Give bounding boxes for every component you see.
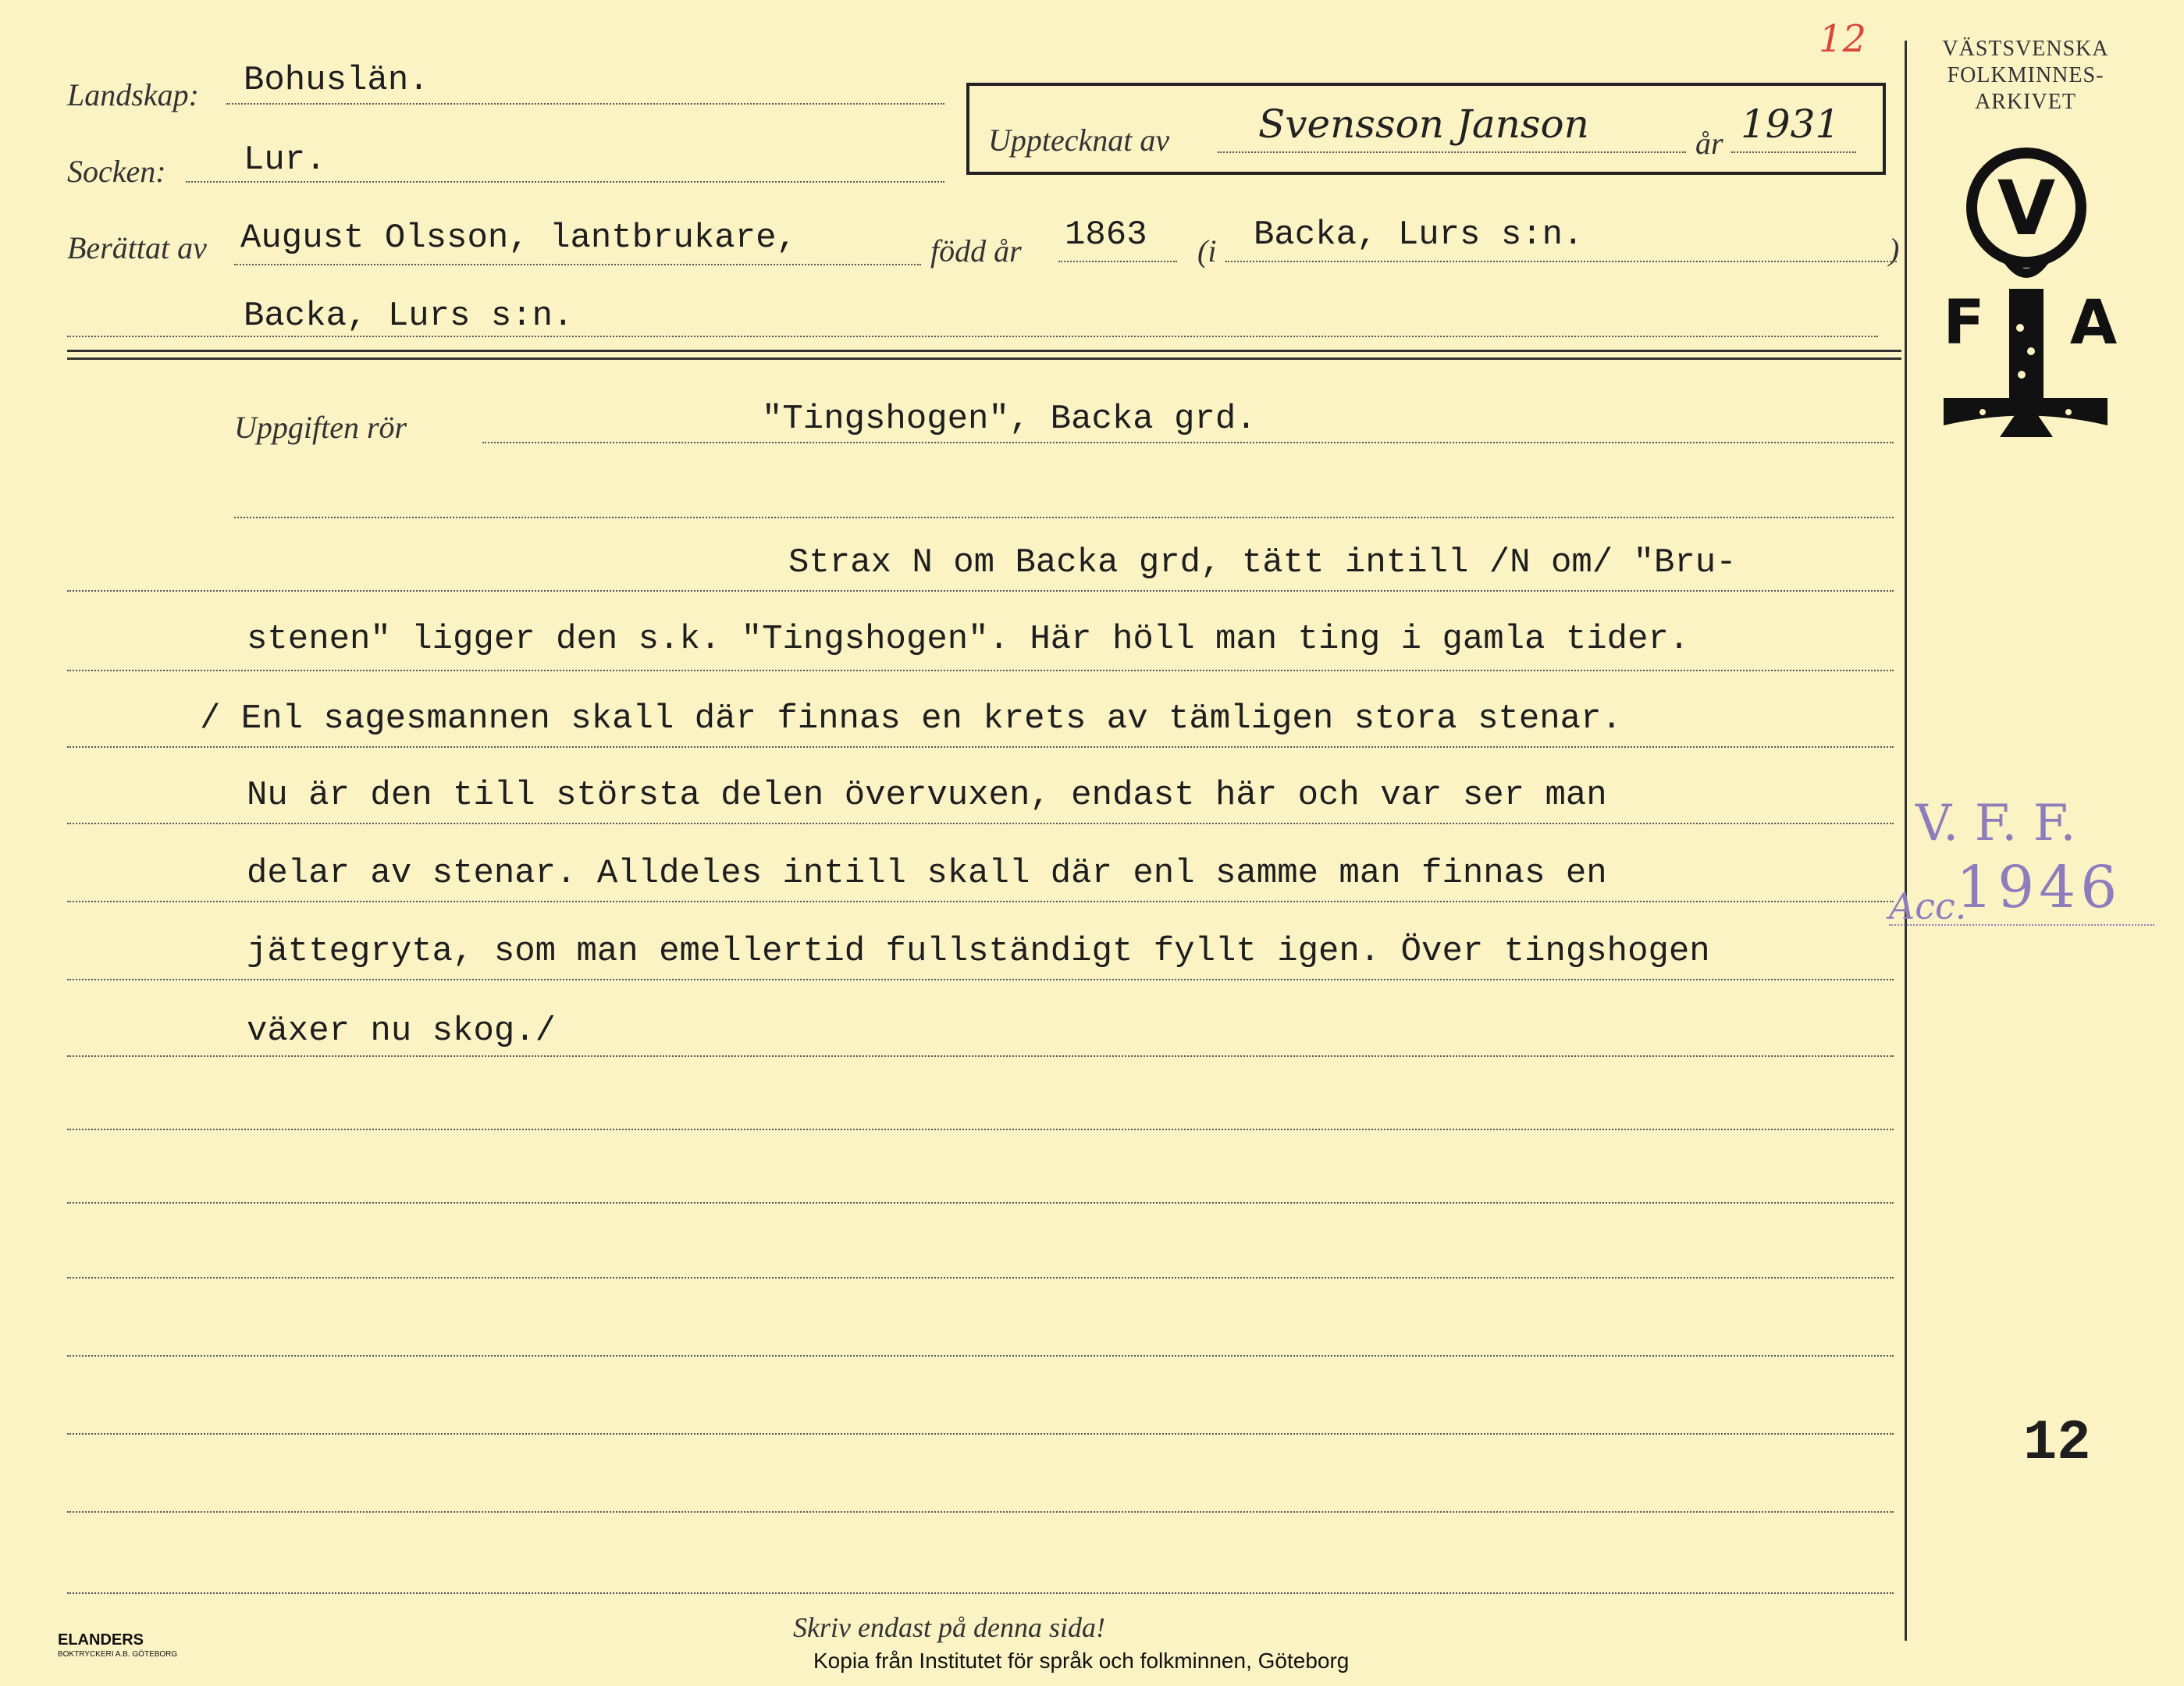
body-rule-1	[67, 590, 1894, 592]
body-line-3: / Enl sagesmannen skall där finnas en krets av tämligen stora stenar.	[200, 699, 1622, 738]
body-line-4: Nu är den till största delen övervuxen, endast här och var ser man	[247, 776, 1607, 815]
logo-letter-v: V	[1997, 165, 2056, 252]
archive-name-line-1: VÄSTSVENSKA	[1942, 37, 2109, 61]
i-value: Backa, Lurs s:n.	[1254, 215, 1584, 254]
body-rule-6	[67, 979, 1894, 980]
close-paren: )	[1889, 232, 1900, 267]
socken-value: Lur.	[244, 140, 326, 180]
footer-note: Skriv endast på denna sida!	[793, 1612, 1105, 1643]
archive-name-line-2: FOLKMINNES-	[1947, 63, 2104, 87]
socken-line	[186, 181, 944, 183]
printer-name: ELANDERS	[58, 1631, 144, 1649]
logo-letter-a: A	[2069, 288, 2118, 358]
body-rule-5	[67, 901, 1894, 902]
empty-rule-7	[67, 1592, 1894, 1594]
vfa-logo	[1928, 140, 2131, 461]
body-rule-4	[67, 823, 1894, 824]
empty-rule-3	[67, 1277, 1894, 1279]
landskap-value: Bohuslän.	[244, 61, 429, 100]
body-line-7: växer nu skog./	[247, 1012, 557, 1051]
right-margin-rule	[1905, 41, 1907, 1641]
residence-line	[67, 336, 1878, 337]
fodd-label: född år	[930, 233, 1022, 269]
landskap-label: Landskap:	[67, 77, 199, 112]
uppgiften-label: Uppgiften rör	[234, 410, 407, 445]
i-line	[1225, 261, 1897, 262]
ar-label: år	[1695, 126, 1723, 161]
ar-line	[1731, 151, 1856, 153]
empty-rule-4	[67, 1355, 1894, 1357]
uppgiften-line-2	[234, 517, 1894, 518]
fodd-line	[1058, 261, 1177, 262]
red-page-number: 12	[1819, 17, 1867, 61]
body-rule-7	[67, 1055, 1894, 1057]
divider-line-2	[67, 357, 1901, 360]
residence-value: Backa, Lurs s:n.	[244, 297, 574, 336]
uppteck-line	[1218, 151, 1686, 153]
berattat-label: Berättat av	[67, 230, 207, 265]
empty-rule-2	[67, 1202, 1894, 1204]
logo-letter-f: F	[1943, 288, 1985, 358]
empty-rule-5	[67, 1433, 1894, 1435]
stamp-underline	[1889, 924, 2154, 926]
empty-rule-1	[67, 1129, 1894, 1130]
body-line-1: Strax N om Backa grd, tätt intill /N om/ "Bru-	[788, 543, 1737, 582]
uppgiften-value: "Tingshogen", Backa grd.	[762, 400, 1257, 439]
stamp-acc-label: Acc.	[1889, 885, 1967, 927]
fodd-value: 1863	[1065, 215, 1147, 254]
berattat-value: August Olsson, lantbrukare,	[240, 219, 797, 258]
page-number: 12	[2023, 1411, 2091, 1475]
archive-name-line-3: ARKIVET	[1975, 90, 2076, 114]
uppteck-label: Uppteckn​at av	[988, 123, 1170, 158]
uppteck-value: Svensson Janson	[1258, 101, 1589, 147]
socken-label: Socken:	[67, 154, 166, 189]
body-rule-3	[67, 746, 1894, 748]
body-rule-2	[67, 670, 1894, 671]
berattat-line	[234, 264, 921, 265]
stamp-acc-number: 1946	[1956, 854, 2122, 921]
body-line-5: delar av stenar. Alldeles intill skall där enl samme man finnas en	[247, 854, 1607, 893]
body-line-2: stenen" ligger den s.k. "Tingshogen". Här höll man ting i gamla tider.	[247, 620, 1690, 659]
divider-line-1	[67, 350, 1901, 352]
uppgiften-line	[482, 442, 1894, 443]
archive-name	[1920, 36, 2131, 116]
body-line-6: jättegryta, som man emellertid fullständigt fyllt igen. Över tingshogen	[247, 932, 1710, 971]
empty-rule-6	[67, 1511, 1894, 1513]
copy-notice: Kopia från Institutet för språk och folkminnen, Göteborg	[813, 1649, 1350, 1673]
landskap-line	[226, 103, 944, 105]
stamp-vff: V. F. F.	[1915, 795, 2076, 852]
ar-value: 1931	[1741, 101, 1841, 147]
i-label: (i	[1197, 233, 1217, 269]
printer-subline: BOKTRYCKERI A.B. GÖTEBORG	[58, 1650, 178, 1659]
